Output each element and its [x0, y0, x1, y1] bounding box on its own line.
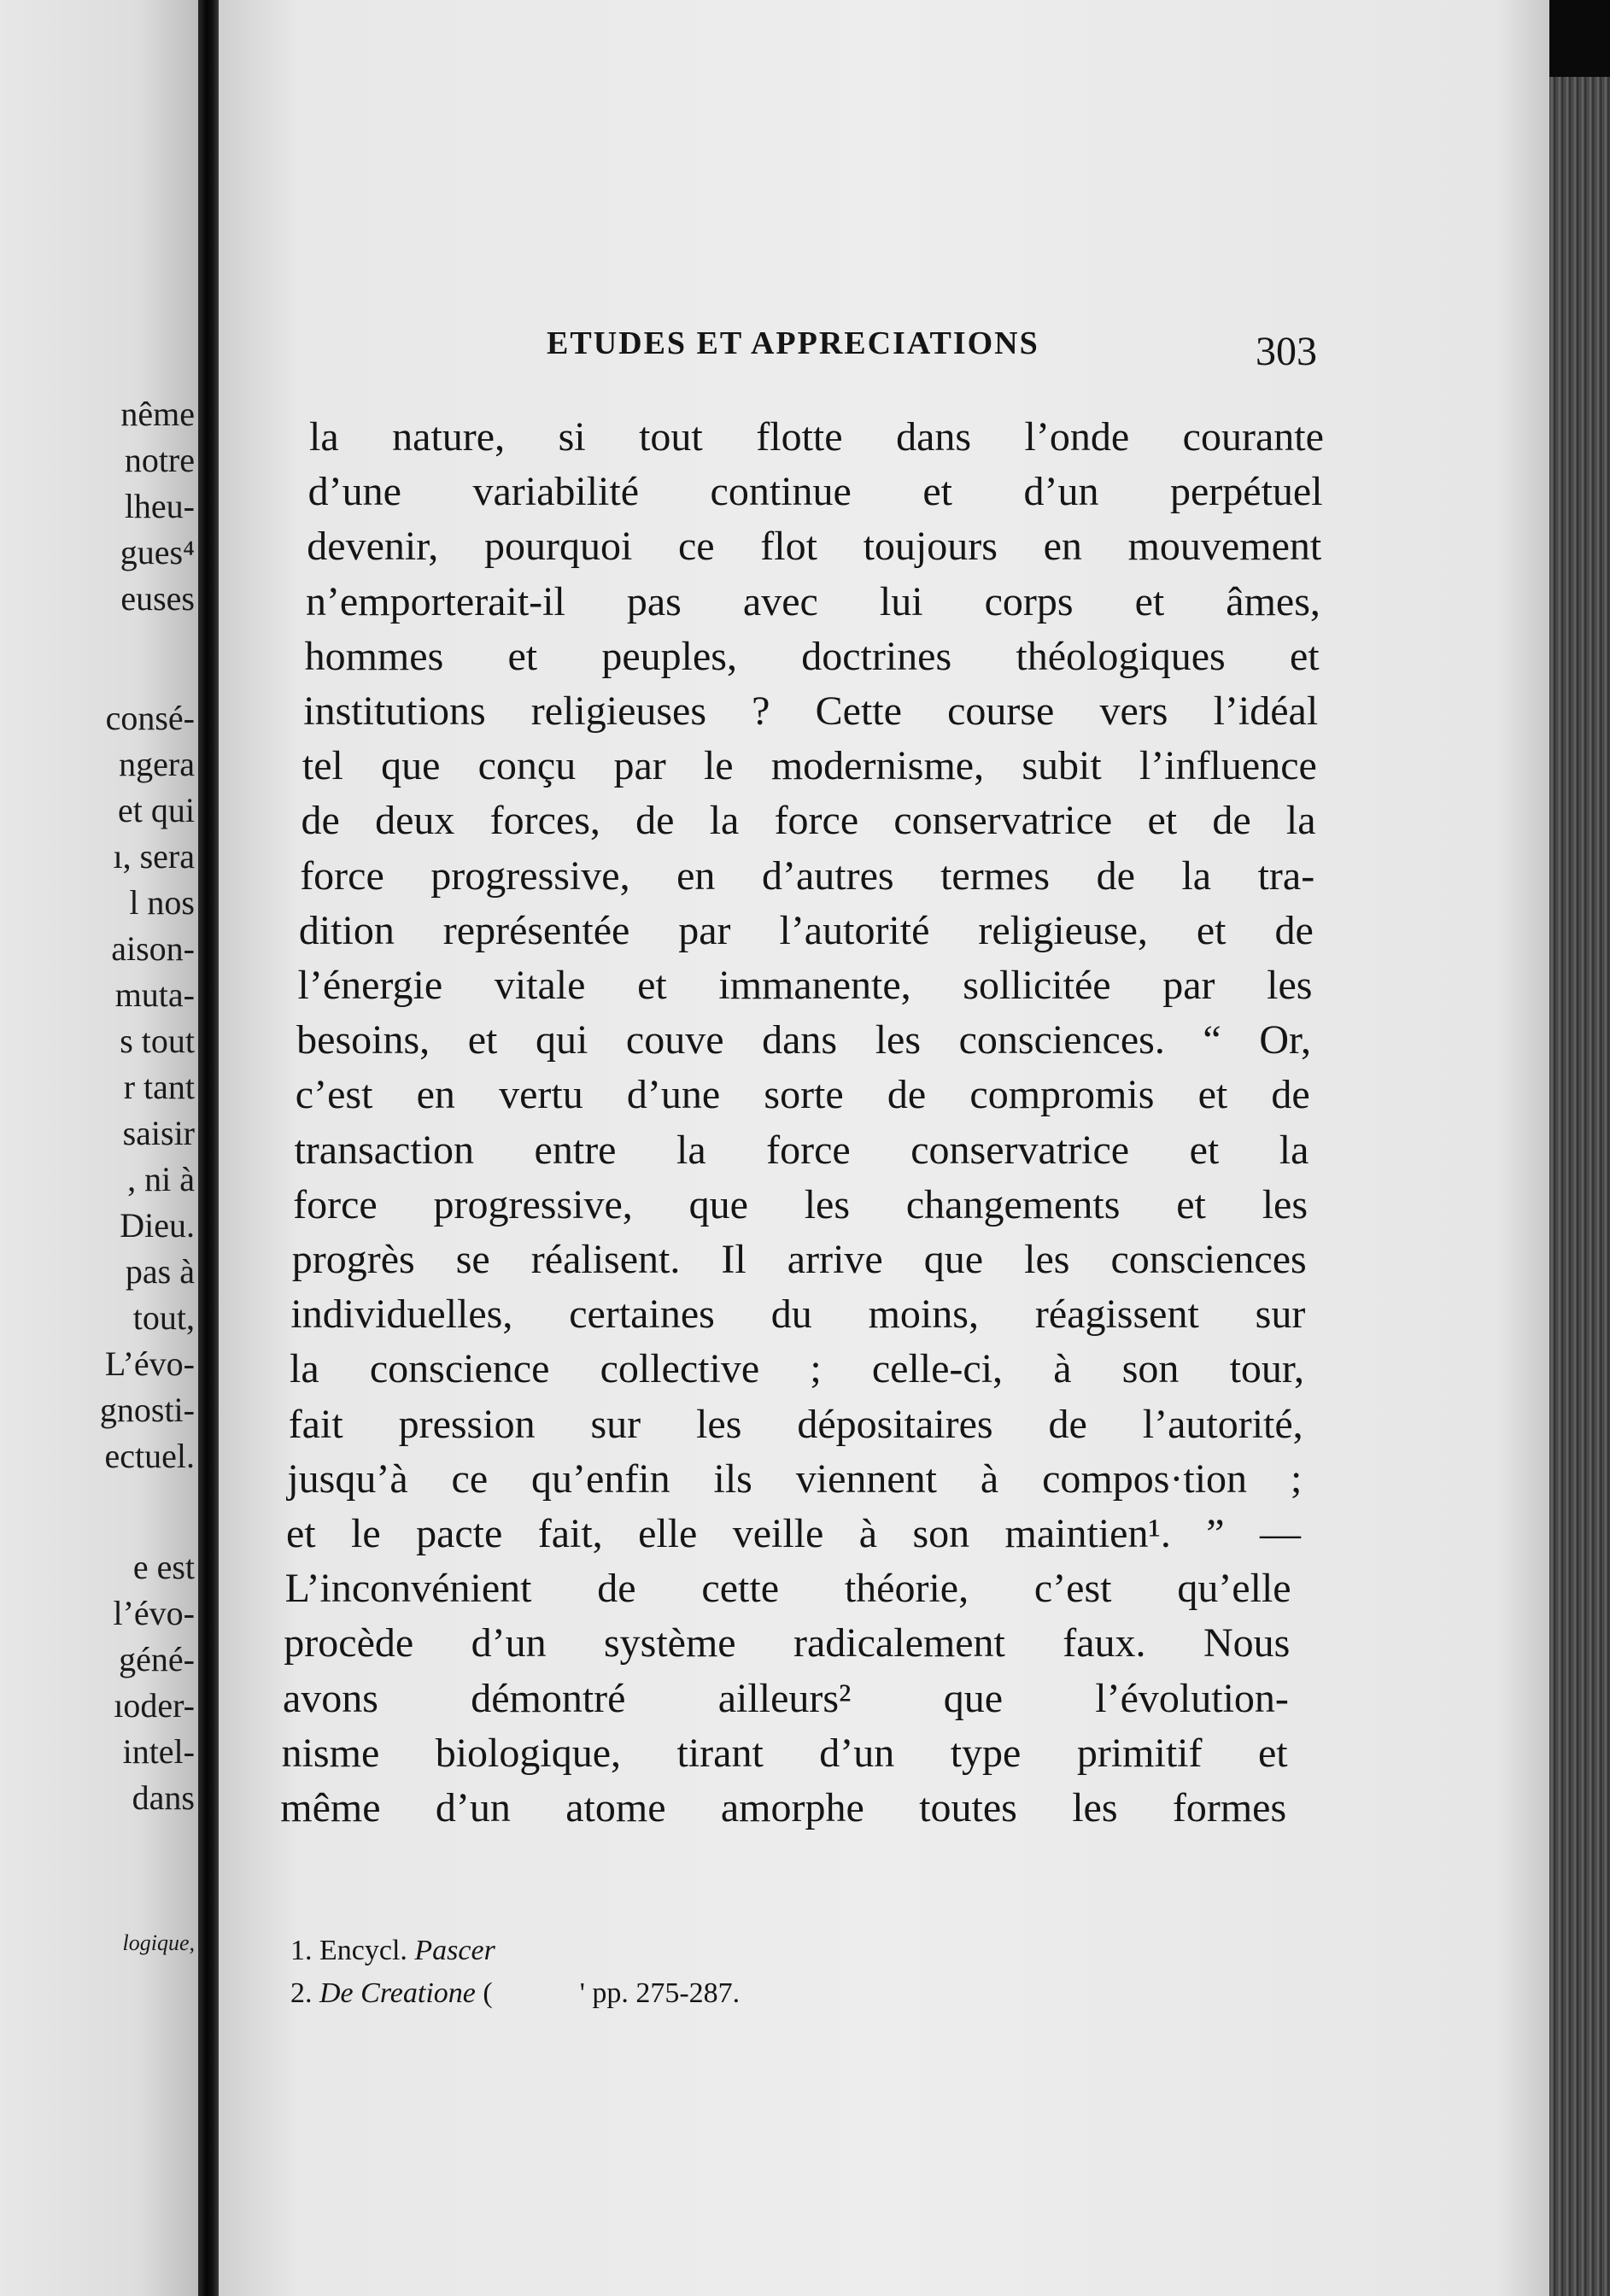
left-page-line: , ni à [127, 1160, 195, 1198]
footnote-italic: De Creatione [319, 1977, 476, 2009]
body-line: individuelles, certaines du moins, réagissent sur [290, 1292, 1306, 1338]
body-line: nisme biologique, tirant d’un type primitif et [281, 1730, 1288, 1776]
body-line: force progressive, en d’autres termes de la tra- [300, 852, 1315, 899]
left-page-line: r tant [123, 1068, 195, 1106]
page-edge-top [1549, 0, 1610, 77]
page-number: 303 [1256, 329, 1317, 374]
left-page-line: nême [120, 395, 195, 433]
body-line: avons démontré ailleurs² que l’évolution- [282, 1675, 1289, 1721]
left-page-line: dans [132, 1778, 195, 1817]
footnote-italic: Pascer [414, 1935, 495, 1966]
body-line: l’énergie vitale et immanente, sollicitée par les [297, 963, 1313, 1008]
book-gutter [198, 0, 219, 2296]
body-line: institutions religieuses ? Cette course vers l’idéal [303, 688, 1319, 734]
left-page-line: gnosti- [99, 1391, 195, 1429]
left-page-line: Dieu. [120, 1206, 195, 1245]
left-page-line: et qui [118, 791, 195, 829]
body-line: n’emporterait-il pas avec lui corps et âmes, [305, 578, 1320, 624]
left-page-line: e est [132, 1548, 195, 1586]
left-page-line: pas à [125, 1252, 195, 1291]
left-page-line: consé- [105, 699, 195, 737]
left-page-line: gues⁴ [120, 533, 195, 571]
left-page-line: aison- [111, 929, 195, 968]
left-page-line: géné- [119, 1640, 195, 1678]
body-line: fait pression sur les dépositaires de l’autorité, [288, 1401, 1303, 1447]
body-line: tel que conçu par le modernisme, subit l’influence [302, 743, 1317, 789]
body-line: même d’un atome amorphe toutes les formes [280, 1785, 1287, 1830]
left-page-line: L’évo- [104, 1344, 195, 1383]
left-page-line: ıoder- [114, 1686, 195, 1725]
body-line: la nature, si tout flotte dans l’onde courante [309, 414, 1324, 460]
left-page-line: euses [120, 579, 195, 618]
left-page-footnote: logique, [122, 1930, 195, 1955]
body-line: transaction entre la force conservatrice et la [294, 1127, 1309, 1173]
body-line: jusqu’à ce qu’enfin ils viennent à compos·tion ; [287, 1456, 1303, 1502]
body-line: de deux forces, de la force conservatrice et de la [301, 798, 1316, 844]
left-page-line: ı, sera [113, 837, 195, 876]
body-line: d’une variabilité continue et d’un perpétuel [307, 469, 1323, 515]
body-line: devenir, pourquoi ce flot toujours en mouvement [307, 524, 1322, 570]
left-page-line: l’évo- [113, 1594, 195, 1632]
body-line: hommes et peuples, doctrines théologiques et [304, 633, 1320, 679]
footnote-2 [290, 1975, 740, 2012]
body-line: c’est en vertu d’une sorte de compromis et de [295, 1072, 1310, 1118]
body-line: L’inconvénient de cette théorie, c’est qu’elle [284, 1566, 1291, 1612]
body-line: dition représentée par l’autorité religieuse, et de [298, 907, 1314, 953]
body-line: progrès se réalisent. Il arrive que les consciences [291, 1237, 1307, 1282]
running-head: ETUDES ET APPRECIATIONS [547, 325, 1039, 361]
left-page [0, 0, 198, 2296]
footnote-number: 2. [290, 1977, 313, 2009]
left-page-line: intel- [122, 1732, 195, 1771]
footnote-number: 1. [290, 1935, 313, 1966]
left-page-line: notre [124, 441, 195, 479]
page-edge [1549, 77, 1610, 2296]
left-page-line: ngera [119, 745, 195, 783]
left-page-line: saisir [122, 1114, 195, 1152]
footnote-pages: ( ' pp. 275-287. [483, 1977, 741, 2009]
body-line: la conscience collective ; celle-ci, à son tour, [290, 1346, 1304, 1392]
footnote-1 [290, 1932, 495, 1970]
left-page-line: l nos [129, 883, 195, 922]
left-page-line: lheu- [124, 487, 195, 525]
left-page-line: tout, [132, 1298, 195, 1337]
body-line: et le pacte fait, elle veille à son maintien¹. ” — [286, 1511, 1301, 1556]
body-line: besoins, et qui couve dans les consciences. “ Or, [296, 1017, 1312, 1063]
body-line: force progressive, que les changements et les [293, 1181, 1308, 1227]
left-page-line: muta- [114, 975, 195, 1014]
body-line: procède d’un système radicalement faux. Nous [284, 1620, 1291, 1666]
left-page-line: s tout [120, 1022, 195, 1060]
footnote-text: Encycl. [319, 1935, 407, 1966]
left-page-line: ectuel. [104, 1437, 195, 1475]
